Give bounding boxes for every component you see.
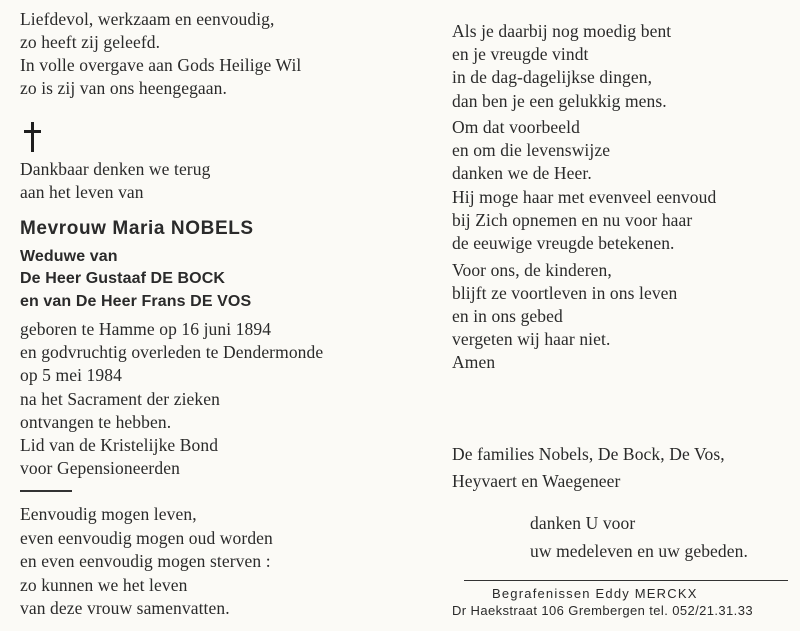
- details-line-2: en godvruchtig overleden te Dendermonde: [20, 342, 324, 362]
- right-poem-line-9: bij Zich opnemen en nu voor haar: [452, 210, 693, 230]
- poem-line-4: zo kunnen we het leven: [20, 575, 188, 595]
- funeral-home-address: Dr Haekstraat 106 Grembergen tel. 052/21.31.33: [452, 603, 753, 618]
- widow-line-3: en van De Heer Frans DE VOS: [20, 293, 252, 310]
- right-poem-line-6: en om die levenswijze: [452, 140, 611, 160]
- thanks-line-2: aan het leven van: [20, 182, 144, 202]
- widow-line-1: Weduwe van: [20, 248, 118, 265]
- families-line-1: De families Nobels, De Bock, De Vos,: [452, 444, 725, 464]
- poem-line-2: even eenvoudig mogen oud worden: [20, 528, 273, 548]
- details-line-1: geboren te Hamme op 16 juni 1894: [20, 319, 272, 339]
- right-poem-line-5: Om dat voorbeeld: [452, 117, 580, 137]
- details-line-3: op 5 mei 1984: [20, 365, 122, 385]
- right-poem-line-14: vergeten wij haar niet.: [452, 329, 611, 349]
- intro-line-3: In volle overgave aan Gods Heilige Wil: [20, 55, 302, 75]
- footer-divider: [464, 580, 788, 581]
- right-poem-line-8: Hij moge haar met evenveel eenvoud: [452, 187, 717, 207]
- right-poem-line-10: de eeuwige vreugde betekenen.: [452, 233, 675, 253]
- thanks-line-1: Dankbaar denken we terug: [20, 159, 211, 179]
- details-line-4: na het Sacrament der zieken: [20, 389, 220, 409]
- right-poem-line-11: Voor ons, de kinderen,: [452, 260, 612, 280]
- right-poem-line-13: en in ons gebed: [452, 306, 563, 326]
- poem-line-1: Eenvoudig mogen leven,: [20, 504, 197, 524]
- details-line-6: Lid van de Kristelijke Bond: [20, 435, 219, 455]
- right-poem-line-4: dan ben je een gelukkig mens.: [452, 91, 667, 111]
- section-divider: [20, 490, 72, 492]
- intro-line-2: zo heeft zij geleefd.: [20, 32, 161, 52]
- deceased-name: Mevrouw Maria NOBELS: [20, 218, 254, 239]
- right-poem-line-7: danken we de Heer.: [452, 163, 592, 183]
- families-line-2: Heyvaert en Waegeneer: [452, 471, 621, 491]
- intro-line-4: zo is zij van ons heengegaan.: [20, 78, 227, 98]
- poem-line-3: en even eenvoudig mogen sterven :: [20, 551, 271, 571]
- right-poem-line-2: en je vreugde vindt: [452, 44, 589, 64]
- right-poem-line-3: in de dag-dagelijkse dingen,: [452, 67, 653, 87]
- right-poem-line-1: Als je daarbij nog moedig bent: [452, 21, 672, 41]
- details-line-5: ontvangen te hebben.: [20, 412, 172, 432]
- cross-icon: [22, 122, 44, 152]
- funeral-home-name: Begrafenissen Eddy MERCKX: [492, 586, 698, 601]
- poem-line-5: van deze vrouw samenvatten.: [20, 598, 230, 618]
- gratitude-line-1: danken U voor: [530, 513, 636, 533]
- right-poem-line-12: blijft ze voortleven in ons leven: [452, 283, 678, 303]
- details-line-7: voor Gepensioneerden: [20, 458, 180, 478]
- gratitude-line-2: uw medeleven en uw gebeden.: [530, 541, 748, 561]
- right-poem-amen: Amen: [452, 352, 496, 372]
- widow-line-2: De Heer Gustaaf DE BOCK: [20, 270, 226, 287]
- intro-line-1: Liefdevol, werkzaam en eenvoudig,: [20, 9, 275, 29]
